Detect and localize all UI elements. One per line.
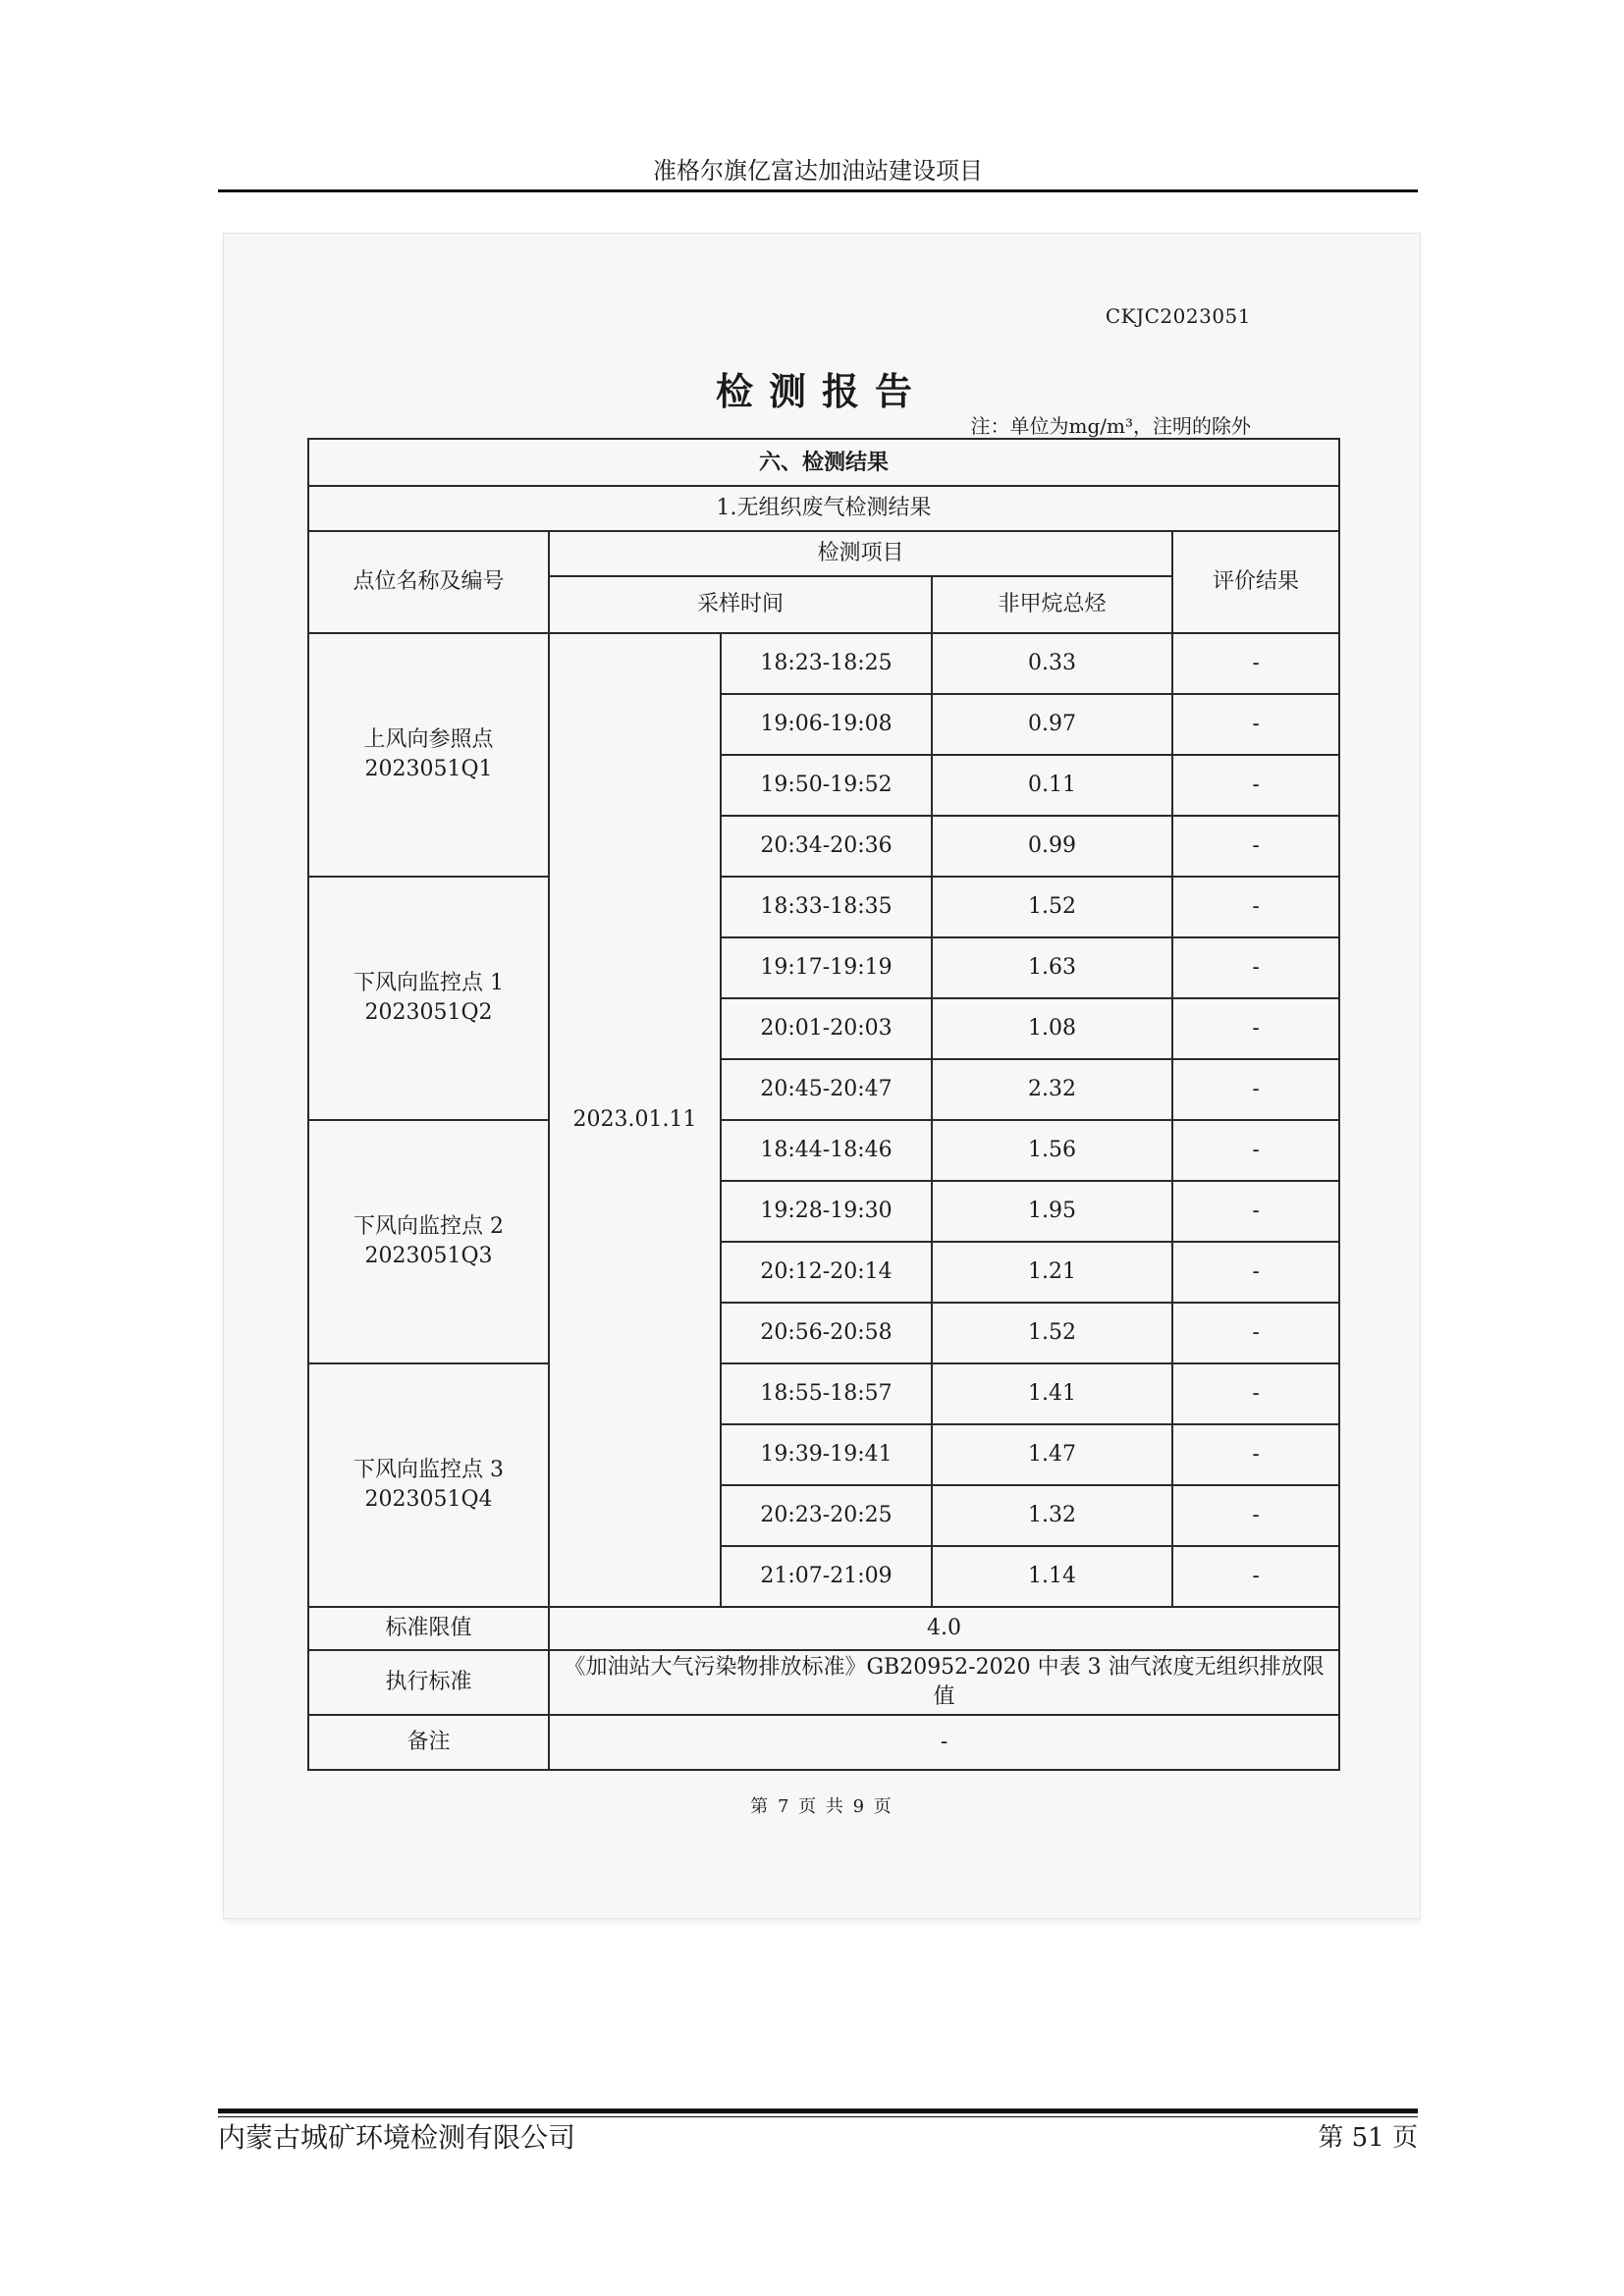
- point-code: 2023051Q3: [364, 1244, 493, 1268]
- value-cell: 1.21: [932, 1242, 1172, 1303]
- evaluation-header: 评价结果: [1172, 531, 1339, 633]
- sample-time-cell: 19:50-19:52: [721, 755, 932, 816]
- footer-company: 内蒙古城矿环境检测有限公司: [218, 2121, 576, 2154]
- point-name-cell: [308, 633, 549, 877]
- sample-time-cell: 19:06-19:08: [721, 694, 932, 755]
- header-rule: [218, 189, 1418, 192]
- unit-note: 注：单位为mg/m³，注明的除外: [970, 414, 1251, 438]
- section-title-row: [308, 439, 1339, 486]
- point-name: 下风向监控点 3: [353, 1458, 504, 1482]
- items-header: 检测项目: [549, 531, 1172, 576]
- sample-time-cell: 19:28-19:30: [721, 1181, 932, 1242]
- point-code: 2023051Q1: [364, 757, 493, 781]
- standard-limit-row-label: 标准限值: [308, 1607, 549, 1650]
- point-name: 下风向监控点 1: [353, 971, 504, 995]
- pollutant-header: 非甲烷总烃: [932, 576, 1172, 633]
- subsection-title: 1.无组织废气检测结果: [308, 486, 1339, 531]
- report-page-info: 第 7 页 共 9 页: [750, 1796, 893, 1817]
- sample-date-cell: 2023.01.11: [549, 633, 721, 1607]
- value-cell: 1.08: [932, 998, 1172, 1059]
- sample-time-cell: 20:45-20:47: [721, 1059, 932, 1120]
- sample-time-header: 采样时间: [549, 576, 932, 633]
- evaluation-cell: -: [1172, 1181, 1339, 1242]
- sample-time-cell: 20:12-20:14: [721, 1242, 932, 1303]
- point-name: 上风向参照点: [363, 727, 494, 752]
- point-code: 2023051Q2: [364, 1000, 493, 1025]
- value-cell: 1.41: [932, 1363, 1172, 1424]
- point-name: 下风向监控点 2: [353, 1214, 504, 1239]
- sample-time-cell: 20:56-20:58: [721, 1303, 932, 1363]
- sample-time-cell: 18:44-18:46: [721, 1120, 932, 1181]
- point-name-cell: [308, 877, 549, 1120]
- value-cell: 1.47: [932, 1424, 1172, 1485]
- value-cell: 0.33: [932, 633, 1172, 694]
- evaluation-cell: -: [1172, 694, 1339, 755]
- table-row: [308, 877, 1339, 937]
- evaluation-cell: -: [1172, 755, 1339, 816]
- value-cell: 1.52: [932, 1303, 1172, 1363]
- table-row: [308, 1363, 1339, 1424]
- point-header: 点位名称及编号: [308, 531, 549, 633]
- point-code: 2023051Q4: [364, 1487, 493, 1512]
- value-cell: 2.32: [932, 1059, 1172, 1120]
- evaluation-cell: -: [1172, 816, 1339, 877]
- evaluation-cell: -: [1172, 1546, 1339, 1607]
- report-number: CKJC2023051: [1105, 304, 1251, 328]
- point-name-cell: [308, 1120, 549, 1363]
- table-row: [308, 1120, 1339, 1181]
- sample-time-cell: 20:23-20:25: [721, 1485, 932, 1546]
- remark-row-label: 备注: [308, 1715, 549, 1770]
- remark-row-value: -: [549, 1715, 1339, 1770]
- standard-limit-row-value: 4.0: [549, 1607, 1339, 1650]
- footer-rule: [218, 2109, 1418, 2113]
- value-cell: 1.14: [932, 1546, 1172, 1607]
- scanned-report-page: [224, 234, 1420, 1918]
- report-title: 检测报告: [715, 369, 928, 413]
- results-table: [307, 438, 1340, 1771]
- sample-time-cell: 19:39-19:41: [721, 1424, 932, 1485]
- sample-time-cell: 18:23-18:25: [721, 633, 932, 694]
- evaluation-cell: -: [1172, 1242, 1339, 1303]
- evaluation-cell: -: [1172, 877, 1339, 937]
- value-cell: 1.52: [932, 877, 1172, 937]
- evaluation-cell: -: [1172, 937, 1339, 998]
- value-cell: 1.95: [932, 1181, 1172, 1242]
- evaluation-cell: -: [1172, 1485, 1339, 1546]
- point-name-cell: [308, 1363, 549, 1607]
- value-cell: 1.63: [932, 937, 1172, 998]
- document-header-title: 准格尔旗亿富达加油站建设项目: [653, 157, 983, 185]
- section-title: 六、检测结果: [308, 439, 1339, 486]
- remark-row: [308, 1715, 1339, 1770]
- value-cell: 0.99: [932, 816, 1172, 877]
- footer-page-number: 第 51 页: [1318, 2123, 1418, 2153]
- value-cell: 0.11: [932, 755, 1172, 816]
- evaluation-cell: -: [1172, 998, 1339, 1059]
- standard-row-value: 《加油站大气污染物排放标准》GB20952-2020 中表 3 油气浓度无组织排放限值: [549, 1650, 1339, 1715]
- evaluation-cell: -: [1172, 1424, 1339, 1485]
- sample-time-cell: 20:01-20:03: [721, 998, 932, 1059]
- results-table-container: [307, 438, 1338, 1771]
- sample-time-cell: 18:33-18:35: [721, 877, 932, 937]
- standard-row-label: 执行标准: [308, 1650, 549, 1715]
- evaluation-cell: -: [1172, 1363, 1339, 1424]
- footer-rule-thin: [218, 2116, 1418, 2117]
- sample-time-cell: 19:17-19:19: [721, 937, 932, 998]
- value-cell: 1.56: [932, 1120, 1172, 1181]
- header-row-1: [308, 531, 1339, 576]
- subsection-row: [308, 486, 1339, 531]
- standard-limit-row: [308, 1607, 1339, 1650]
- evaluation-cell: -: [1172, 1120, 1339, 1181]
- sample-time-cell: 21:07-21:09: [721, 1546, 932, 1607]
- value-cell: 0.97: [932, 694, 1172, 755]
- sample-time-cell: 18:55-18:57: [721, 1363, 932, 1424]
- evaluation-cell: -: [1172, 633, 1339, 694]
- evaluation-cell: -: [1172, 1059, 1339, 1120]
- table-row: [308, 633, 1339, 694]
- value-cell: 1.32: [932, 1485, 1172, 1546]
- sample-time-cell: 20:34-20:36: [721, 816, 932, 877]
- evaluation-cell: -: [1172, 1303, 1339, 1363]
- standard-row: [308, 1650, 1339, 1715]
